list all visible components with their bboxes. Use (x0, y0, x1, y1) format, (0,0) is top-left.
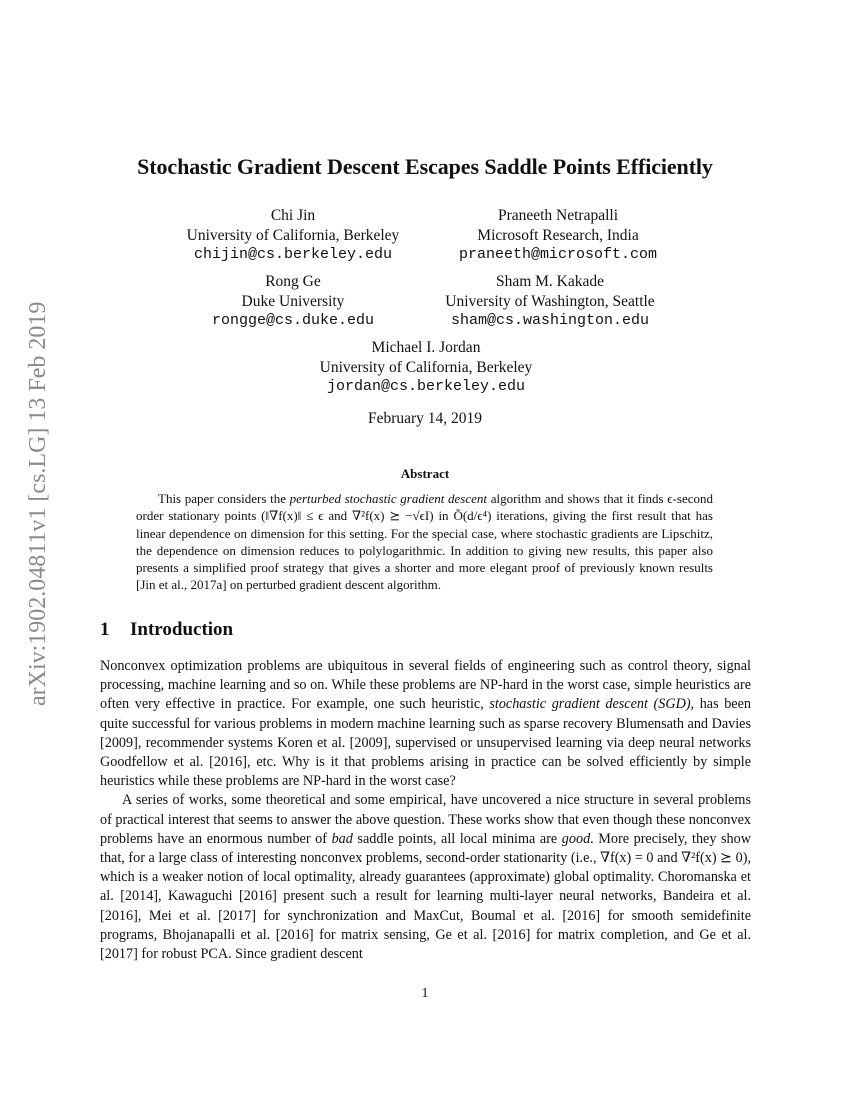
author-name: Sham M. Kakade (495, 273, 605, 290)
publication-date: February 14, 2019 (367, 410, 483, 427)
arxiv-identifier-stamp: arXiv:1902.04811v1 [cs.LG] 13 Feb 2019 (25, 301, 51, 706)
abstract-text: algorithm and shows that it finds ϵ-second order stationary points (‖∇f(x)‖ ≤ ϵ and ∇²f(x) ⪰ −√ϵI) in Õ(d/ϵ⁴) iterations, giving the first result that has linear dependence on dimension for this setting. For the special case, where stochastic gradients are Lipschitz, the dependence on dimension reduces to polylogarithmic. In addition to giving new results, this paper also presents a simplified proof strategy that gives a shorter and more elegant proof of previously known results [Jin et al., 2017a] on perturbed gradient descent algorithm. (136, 491, 713, 593)
author-block (168, 206, 418, 265)
paragraph-text: . More precisely, they show that, for a large class of interesting nonconvex problems, second-order stationarity (i.e., ∇f(x) = 0 and ∇²f(x) ⪰ 0), which is a weaker notion of local optimality, already guarantees (approximate) global optimality. Choromanska et al. [2014], Kawaguchi [2016] present such a result for learning multi-layer neural networks, Bandeira et al. [2016], Mei et al. [2017] for synchronization and MaxCut, Boumal et al. [2016] for smooth semidefinite programs, Bhojanapalli et al. [2016] for matrix sensing, Ge et al. [2016] for matrix completion, and Ge et al. [2017] for robust PCA. Since gradient descent (100, 830, 751, 963)
author-block (422, 272, 678, 331)
paragraph-emphasis: bad (331, 830, 353, 847)
paragraph-text: , has been quite successful for various problems in modern machine learning such as sparse recovery Blumensath and Davies [2009], recommender systems Koren et al. [2009], supervised or unsupervised learning via deep neural networks Goodfellow et al. [2016], etc. Why is it that problems arising in practice can be solved efficiently by simple heuristics while these problems are NP-hard in the worst case? (100, 696, 751, 790)
abstract-heading: Abstract (400, 466, 450, 481)
page-number: 1 (421, 986, 429, 1001)
author-email: jordan@cs.berkeley.edu (326, 378, 526, 395)
introduction-body (100, 657, 751, 964)
paragraph-text: A series of works, some theoretical and some empirical, have uncovered a nice structure in several problems of practical interest that seems to answer the above question. These works show that even though these nonconvex problems have an enormous number of (100, 792, 751, 847)
abstract-emphasis: perturbed stochastic gradient descent (289, 491, 488, 506)
author-block (430, 206, 686, 265)
paragraph (100, 791, 751, 964)
abstract-paragraph (136, 490, 713, 594)
author-name: Rong Ge (265, 273, 321, 290)
author-name: Chi Jin (270, 207, 316, 224)
author-email: sham@cs.washington.edu (450, 312, 650, 329)
author-affiliation: Duke University (241, 292, 345, 310)
paragraph-emphasis: good (561, 830, 591, 847)
author-affiliation: University of Washington, Seattle (445, 292, 655, 310)
paragraph-text: Nonconvex optimization problems are ubiquitous in several fields of engineering such as control theory, signal processing, machine learning and so on. While these problems are NP-hard in the worst case, simple heuristics are often very effective in practice. For example, one such heuristic, (100, 658, 751, 713)
paragraph-text: saddle points, all local minima are (352, 830, 562, 847)
author-block (168, 272, 418, 331)
section-title: Introduction (130, 619, 234, 640)
author-email: praneeth@microsoft.com (458, 246, 658, 263)
author-affiliation: Microsoft Research, India (477, 226, 639, 244)
section-number: 1 (100, 619, 110, 640)
abstract-text: This paper considers the (158, 491, 290, 506)
abstract-body (136, 490, 713, 594)
author-name: Michael I. Jordan (371, 339, 481, 356)
author-block (296, 338, 556, 397)
paper-title: Stochastic Gradient Descent Escapes Saddle Points Efficiently (137, 154, 713, 179)
author-name: Praneeth Netrapalli (497, 207, 619, 224)
author-email: rongge@cs.duke.edu (211, 312, 375, 329)
author-affiliation: University of California, Berkeley (186, 226, 400, 244)
author-email: chijin@cs.berkeley.edu (193, 246, 393, 263)
paragraph (100, 657, 751, 791)
author-affiliation: University of California, Berkeley (319, 358, 533, 376)
section-heading (100, 619, 233, 641)
paragraph-emphasis: stochastic gradient descent (SGD) (489, 696, 691, 713)
